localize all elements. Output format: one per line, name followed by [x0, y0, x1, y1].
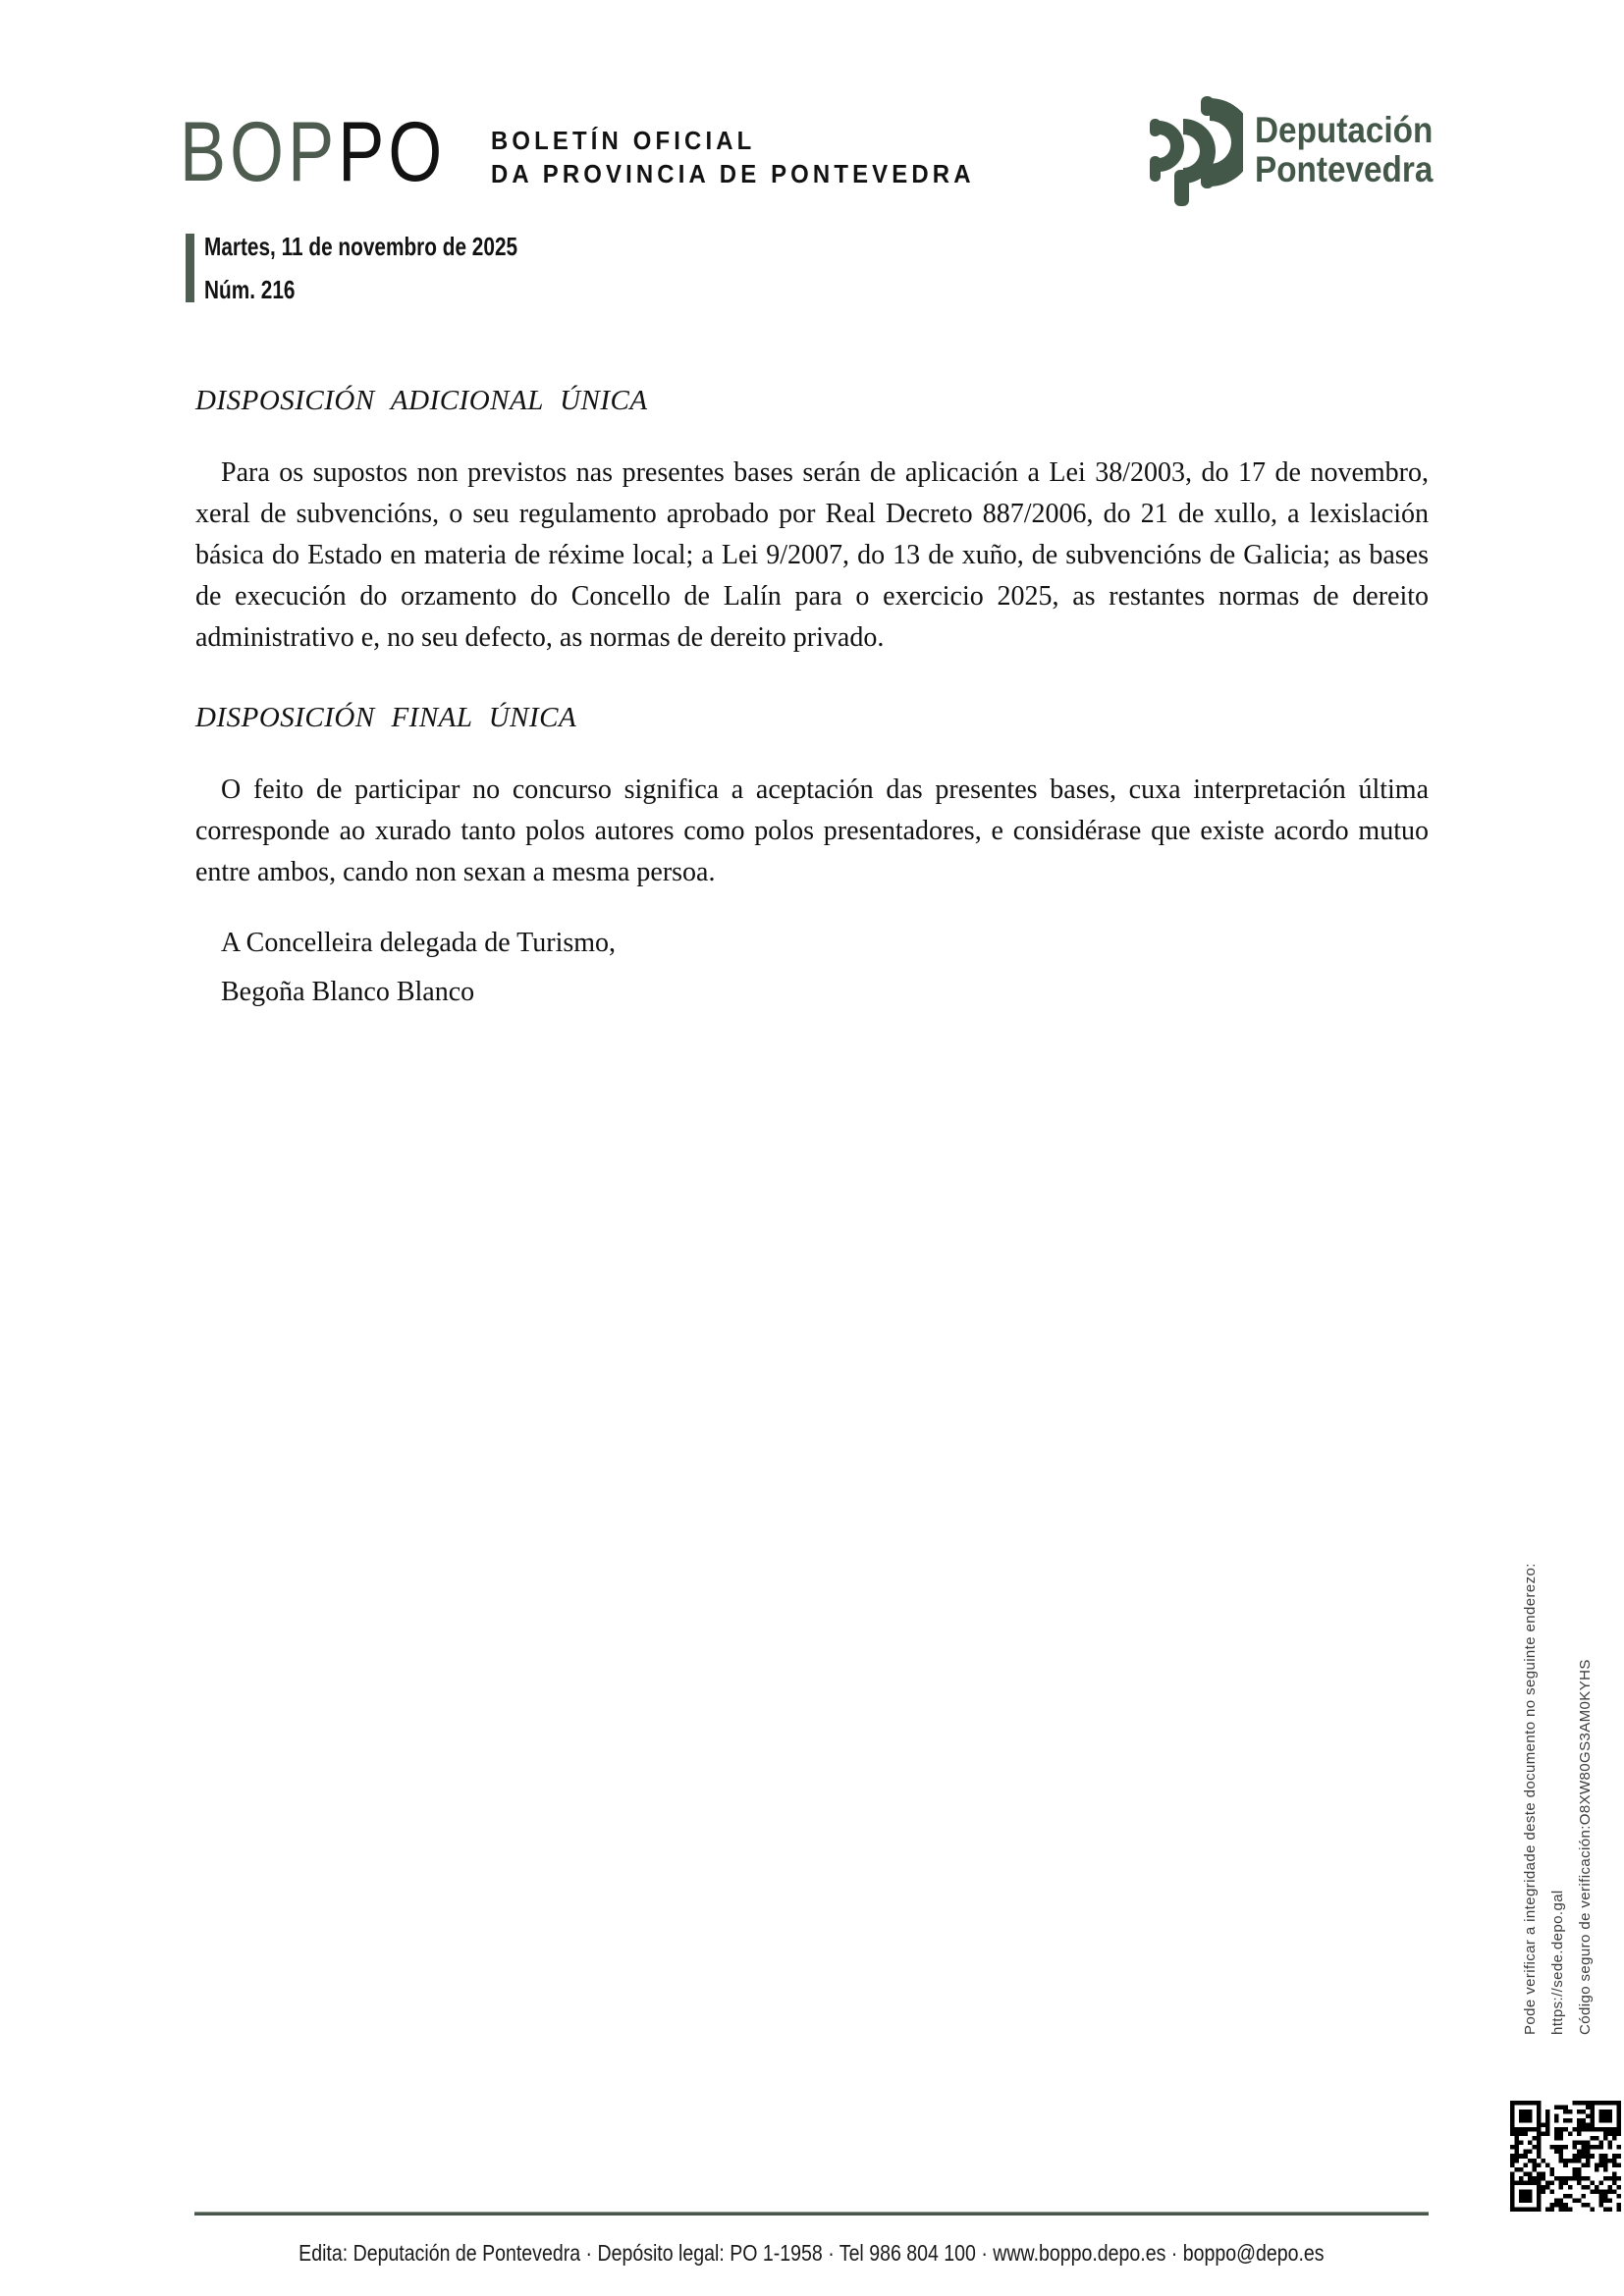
- qr-code: [1510, 2101, 1621, 2212]
- issue-number: Núm. 216: [204, 275, 296, 304]
- boppo-logo: [180, 105, 447, 199]
- document-body: [195, 385, 1429, 1013]
- boppo-logo-bop: BOP: [180, 105, 339, 199]
- issue-accent-bar: [186, 234, 194, 302]
- masthead-subtitle-line1: BOLETÍN OFICIAL: [491, 126, 756, 155]
- deputacion-logo: [1137, 93, 1432, 206]
- section-heading-adicional: DISPOSICIÓN ADICIONAL ÚNICA: [195, 385, 648, 416]
- boppo-logo-po: PO: [338, 105, 447, 199]
- issue-date: Martes, 11 de novembro de 2025: [204, 232, 518, 261]
- verification-strip: [1517, 1563, 1599, 2035]
- verification-notice: Pode verificar a integridade deste documento no seguinte enderezo:: [1522, 1563, 1539, 2035]
- footer: [194, 2240, 1429, 2267]
- signature-role: A Concelleira delegada de Turismo,: [221, 928, 617, 958]
- deputacion-name: [1255, 111, 1433, 189]
- section-paragraph: O feito de participar no concurso significa a aceptación das presentes bases, cuxa interpretación última corresponde ao xurado tanto polos autores como polos presentadores, e considérase que existe acordo mutuo entre ambos, cando non sexan a mesma persoa.: [195, 774, 1429, 887]
- deputacion-crescents-icon: [1137, 93, 1243, 206]
- footer-text: Edita: Deputación de Pontevedra · Depósito legal: PO 1-1958 · Tel 986 804 100 · www.boppo.depo.es · boppo@depo.es: [298, 2240, 1325, 2266]
- deputacion-name-line2: Pontevedra: [1255, 149, 1434, 189]
- masthead-subtitle: [491, 124, 975, 190]
- deputacion-name-line1: Deputación: [1255, 110, 1434, 150]
- verification-code: Código seguro de verificación:O8XW80GS3AM0KYHS: [1577, 1659, 1594, 2035]
- section-heading-final: DISPOSICIÓN FINAL ÚNICA: [195, 702, 577, 733]
- section-paragraph: Para os supostos non previstos nas presentes bases serán de aplicación a Lei 38/2003, do 17 de novembro, xeral de subvencións, o seu regulamento aprobado por Real Decreto 887/2006, do 21 de xullo, a lexislación básica do Estado en materia de réxime local; a Lei 9/2007, do 13 de xuño, de subvencións de Galicia; as bases de execución do orzamento do Concello de Lalín para o exercicio 2025, as restantes normas de dereito administrativo e, no seu defecto, as normas de dereito privado.: [195, 457, 1429, 653]
- footer-rule: [194, 2212, 1429, 2216]
- signature-name: Begoña Blanco Blanco: [221, 977, 475, 1007]
- verification-url: https://sede.depo.gal: [1549, 1890, 1566, 2035]
- masthead-subtitle-line2: DA PROVINCIA DE PONTEVEDRA: [491, 159, 975, 188]
- signature-block: [195, 923, 1429, 1013]
